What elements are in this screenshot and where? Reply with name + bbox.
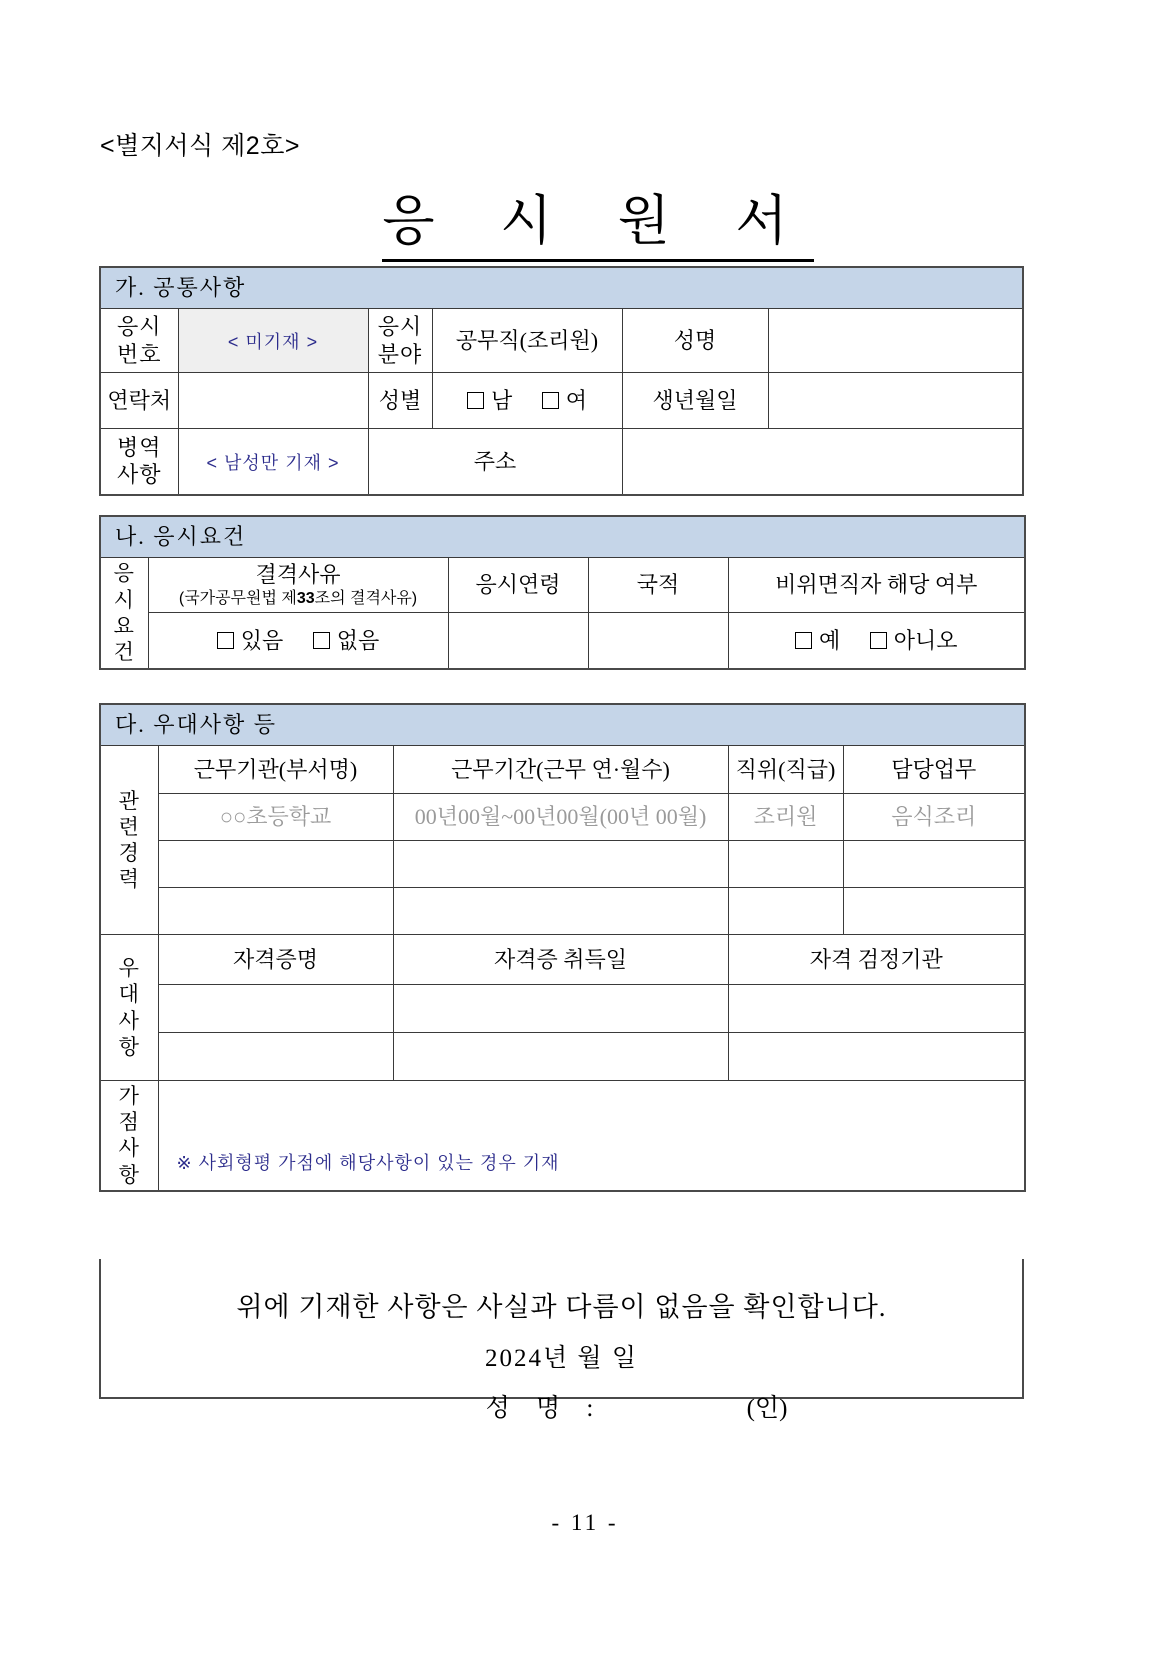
table-row bbox=[100, 841, 1025, 888]
field-bonus-points[interactable] bbox=[158, 1081, 1025, 1191]
disqualification-option-no[interactable] bbox=[313, 627, 380, 655]
sample-duty: 음식조리 bbox=[843, 794, 1025, 841]
field-gender[interactable] bbox=[432, 373, 622, 429]
checkbox-icon[interactable] bbox=[870, 632, 887, 649]
field-duty[interactable] bbox=[843, 841, 1025, 888]
header-disqualification bbox=[148, 558, 448, 613]
disqualification-option-yes[interactable] bbox=[217, 627, 284, 655]
field-birthdate[interactable] bbox=[768, 373, 1023, 429]
field-exam-number[interactable] bbox=[178, 309, 368, 373]
table-row bbox=[100, 516, 1025, 558]
disqualification-option-yes-label: 있음 bbox=[240, 627, 284, 653]
field-misconduct[interactable] bbox=[728, 613, 1025, 669]
gender-option-male-label: 남 bbox=[490, 387, 513, 413]
field-certificate-issuer[interactable] bbox=[728, 985, 1025, 1033]
header-certificate-name: 자격증명 bbox=[158, 935, 393, 985]
label-preference: 우 대 사 항 bbox=[100, 935, 158, 1081]
field-position[interactable] bbox=[728, 841, 843, 888]
signature-name-label: 성 명 : bbox=[485, 1395, 604, 1422]
signature-seal-label: (인) bbox=[746, 1395, 788, 1422]
header-workplace: 근무기관(부서명) bbox=[158, 746, 393, 794]
header-work-period: 근무기간(근무 연·월수) bbox=[393, 746, 728, 794]
gender-option-male[interactable] bbox=[467, 387, 512, 415]
label-contact: 연락처 bbox=[100, 373, 178, 429]
header-age: 응시연령 bbox=[448, 558, 588, 613]
field-name[interactable] bbox=[768, 309, 1023, 373]
checkbox-icon[interactable] bbox=[467, 392, 484, 409]
field-contact[interactable] bbox=[178, 373, 368, 429]
label-related-career: 관 련 경 력 bbox=[100, 746, 158, 935]
confirmation-box bbox=[99, 1259, 1024, 1422]
checkbox-icon[interactable] bbox=[795, 632, 812, 649]
header-certificate-issuer: 자격 검정기관 bbox=[728, 935, 1025, 985]
section-b-heading: 나. 응시요건 bbox=[100, 516, 1025, 558]
section-preference-table bbox=[99, 703, 1026, 1192]
field-disqualification[interactable] bbox=[148, 613, 448, 669]
table-row bbox=[100, 309, 1023, 373]
field-address[interactable] bbox=[622, 429, 1023, 495]
page-title bbox=[0, 178, 1170, 255]
exam-number-note: < 미기재 > bbox=[227, 331, 319, 352]
checkbox-icon[interactable] bbox=[217, 632, 234, 649]
label-exam-number: 응시 번호 bbox=[100, 309, 178, 373]
table-row bbox=[100, 373, 1023, 429]
sample-position: 조리원 bbox=[728, 794, 843, 841]
bonus-points-note: ※ 사회형평 가점에 해당사항이 있는 경우 기재 bbox=[176, 1153, 560, 1173]
table-row bbox=[100, 888, 1025, 935]
field-workplace[interactable] bbox=[158, 888, 393, 935]
section-c-heading: 다. 우대사항 등 bbox=[100, 704, 1025, 746]
sample-work-period: 00년00월~00년00월(00년 00월) bbox=[393, 794, 728, 841]
field-age[interactable] bbox=[448, 613, 588, 669]
header-position: 직위(직급) bbox=[728, 746, 843, 794]
checkbox-icon[interactable] bbox=[313, 632, 330, 649]
header-certificate-date: 자격증 취득일 bbox=[393, 935, 728, 985]
section-requirements-table bbox=[99, 515, 1026, 670]
field-position[interactable] bbox=[728, 888, 843, 935]
header-disqualification-note: (국가공무원법 제33조의 결격사유) bbox=[178, 589, 418, 607]
field-military[interactable] bbox=[178, 429, 368, 495]
misconduct-option-no[interactable] bbox=[870, 627, 958, 655]
field-duty[interactable] bbox=[843, 888, 1025, 935]
misconduct-option-yes-label: 예 bbox=[818, 627, 841, 653]
table-row bbox=[100, 267, 1023, 309]
page-number: - 11 - bbox=[551, 1510, 619, 1535]
table-row bbox=[100, 935, 1025, 985]
field-certificate-issuer[interactable] bbox=[728, 1033, 1025, 1081]
table-row bbox=[100, 794, 1025, 841]
section-common-table bbox=[99, 266, 1024, 496]
confirmation-statement: 위에 기재한 사항은 사실과 다름이 없음을 확인합니다. bbox=[236, 1292, 887, 1322]
field-work-period[interactable] bbox=[393, 841, 728, 888]
disqualification-option-no-label: 없음 bbox=[336, 627, 380, 653]
label-requirements: 응 시 요 건 bbox=[100, 558, 148, 669]
table-row bbox=[100, 1033, 1025, 1081]
table-row bbox=[100, 558, 1025, 613]
table-row bbox=[100, 746, 1025, 794]
military-note: < 남성만 기재 > bbox=[206, 452, 340, 473]
label-exam-field: 응시 분야 bbox=[368, 309, 432, 373]
field-nationality[interactable] bbox=[588, 613, 728, 669]
label-gender: 성별 bbox=[368, 373, 432, 429]
confirmation-signature-line bbox=[101, 1388, 1022, 1424]
field-certificate-name[interactable] bbox=[158, 985, 393, 1033]
header-nationality: 국적 bbox=[588, 558, 728, 613]
label-military: 병역 사항 bbox=[100, 429, 178, 495]
section-a-heading: 가. 공통사항 bbox=[100, 267, 1023, 309]
gender-option-female[interactable] bbox=[542, 387, 587, 415]
table-row bbox=[100, 613, 1025, 669]
label-name: 성명 bbox=[622, 309, 768, 373]
label-birthdate: 생년월일 bbox=[622, 373, 768, 429]
field-certificate-date[interactable] bbox=[393, 1033, 728, 1081]
field-certificate-date[interactable] bbox=[393, 985, 728, 1033]
checkbox-icon[interactable] bbox=[542, 392, 559, 409]
page-title-text: 응 시 원 서 bbox=[382, 191, 813, 262]
sample-workplace: ○○초등학교 bbox=[158, 794, 393, 841]
misconduct-option-no-label: 아니오 bbox=[893, 627, 958, 653]
header-duty: 담당업무 bbox=[843, 746, 1025, 794]
table-row bbox=[100, 704, 1025, 746]
gender-option-female-label: 여 bbox=[565, 387, 588, 413]
header-misconduct: 비위면직자 해당 여부 bbox=[728, 558, 1025, 613]
label-address: 주소 bbox=[368, 429, 622, 495]
misconduct-option-yes[interactable] bbox=[795, 627, 840, 655]
form-code: <별지서식 제2호> bbox=[100, 132, 300, 160]
field-exam-field: 공무직(조리원) bbox=[432, 309, 622, 373]
table-row bbox=[100, 429, 1023, 495]
field-work-period[interactable] bbox=[393, 888, 728, 935]
table-row bbox=[100, 985, 1025, 1033]
table-row bbox=[100, 1081, 1025, 1191]
confirmation-date: 2024년 월 일 bbox=[485, 1345, 638, 1372]
field-certificate-name[interactable] bbox=[158, 1033, 393, 1081]
field-workplace[interactable] bbox=[158, 841, 393, 888]
header-disqualification-title: 결격사유 bbox=[255, 562, 341, 588]
label-bonus-points: 가 점 사 항 bbox=[100, 1081, 158, 1191]
